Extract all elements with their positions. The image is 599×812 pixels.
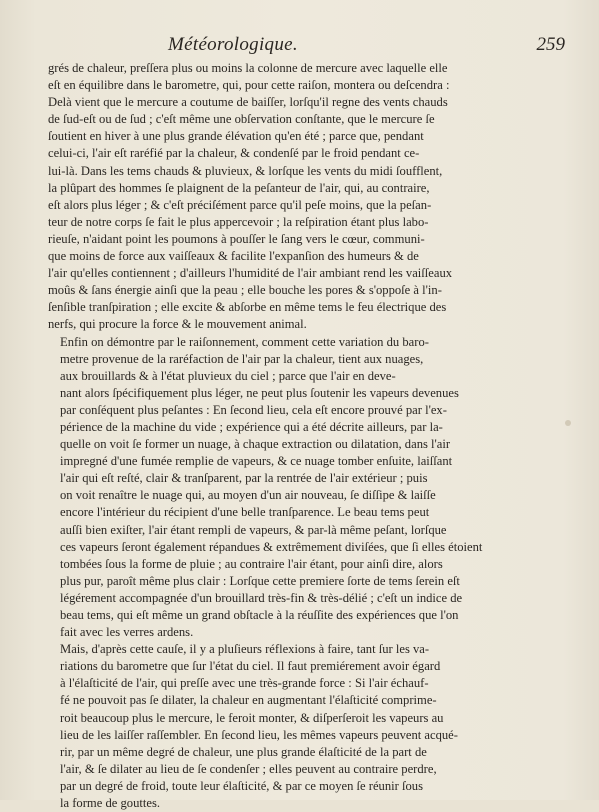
text-line: auſſi bien exiſter, l'air étant rempli de vapeurs, & par-là même peſant, lorſque (60, 522, 447, 537)
text-line: fé ne pouvoit pas ſe dilater, la chaleur en augmentant l'élaſticité comprime- (60, 693, 437, 708)
text-line: eſt alors plus léger ; & c'eſt préciſément parce qu'il peſe moins, que la peſan- (48, 197, 432, 212)
text-line: encore l'intérieur du récipient d'une belle tranſparence. Le beau tems peut (60, 505, 430, 520)
text-line: roit beaucoup plus le mercure, le feroit monter, & diſperſeroit les vapeurs au (60, 710, 444, 725)
text-line: l'air qu'elles contiennent ; d'ailleurs l'humidité de l'air ambiant rend les vaiſſeaux (48, 266, 453, 281)
paper-stain (565, 420, 571, 426)
text-line: lieu de les laiſſer raſſembler. En ſecond lieu, les mêmes vapeurs peuvent acqué- (60, 727, 458, 742)
text-line: rir, par un même degré de chaleur, une plus grande élaſticité de la part de (60, 744, 427, 759)
text-line: eſt en équilibre dans le barometre, qui, pour cette raiſon, montera ou deſcendra : (48, 78, 450, 93)
text-line: fait avec les verres ardens. (60, 625, 194, 640)
text-line: périence de la machine du vide ; expérience qui a été décrite ailleurs, par la- (60, 419, 443, 434)
text-line: beau tems, qui eſt même un grand obſtacle à la réuſſite des expériences que l'on (60, 608, 459, 622)
text-line: lui-là. Dans les tems chauds & pluvieux, & lorſque les vents du midi ſoufflent, (48, 163, 443, 178)
running-title: Météorologique. (168, 34, 298, 55)
text-line: par un degré de froid, toute leur élaſticité, & par ce moyen ſe réunir ſous (60, 778, 423, 793)
text-line: Delà vient que le mercure a coutume de baiſſer, lorſqu'il regne des vents chauds (48, 95, 448, 110)
text-line: celui-ci, l'air eſt raréfié par la chaleur, & condenſé par le froid pendant ce- (48, 146, 420, 161)
paragraph-1 (48, 60, 570, 334)
text-line: à l'élaſticité de l'air, qui preſſe avec une très-grande force : Si l'air échauf- (60, 676, 429, 691)
text-line: nerfs, qui procure la force & le mouvement animal. (48, 317, 307, 332)
text-line: nant alors ſpécifiquement plus léger, ne peut plus ſoutenir les vapeurs devenues (60, 385, 459, 400)
text-line: teur de notre corps ſe fait le plus appercevoir ; la reſpiration étant plus labo- (48, 214, 429, 229)
text-line: l'air qui eſt reſté, clair & tranſparent, par la rentrée de l'air extérieur ; puis (60, 471, 428, 486)
text-line: l'air, & ſe dilater au lieu de ſe condenſer ; elles peuvent au contraire perdre, (60, 761, 437, 776)
text-line: plus pur, paroît même plus clair : Lorſque cette premiere ſorte de tems ſerein eſt (60, 573, 460, 588)
text-line: ces vapeurs ſeront également répandues & extrêmement diviſées, que ſi elles étoient (60, 539, 483, 554)
text-line: aux brouillards & à l'état pluvieux du ciel ; parce que l'air en deve- (60, 368, 396, 383)
text-line: metre provenue de la raréfaction de l'air par la chaleur, tient aux nuages, (60, 351, 424, 366)
text-line: on voit renaître le nuage qui, au moyen d'un air nouveau, ſe diſſipe & laiſſe (60, 488, 436, 503)
paragraph-3 (48, 641, 570, 812)
text-line: riations du barometre que ſur l'état du ciel. Il faut premiérement avoir égard (60, 659, 441, 674)
page-header (48, 34, 567, 58)
text-line: Mais, d'après cette cauſe, il y a pluſieurs réflexions à faire, tant ſur les va- (60, 642, 430, 657)
page-number: 259 (536, 34, 565, 55)
text-line: la forme de gouttes. (60, 796, 161, 811)
text-line: ſoutient en hiver à une plus grande élévation qu'en été ; parce que, pendant (48, 129, 424, 144)
text-line: rieuſe, n'aidant point les poumons à pouſſer le ſang vers le cœur, communi- (48, 231, 425, 246)
text-line: grés de chaleur, preſſera plus ou moins la colonne de mercure avec laquelle elle (48, 61, 448, 75)
text-line: quelle on voit ſe former un nuage, à chaque extraction ou dilatation, dans l'air (60, 437, 451, 452)
paragraph-2 (48, 334, 570, 642)
body-text (48, 60, 570, 812)
text-line: tombées ſous la forme de pluie ; au contraire l'air étant, pour ainſi dire, alors (60, 556, 443, 571)
text-line: légérement accompagnée d'un brouillard très-fin & très-délié ; c'eſt un indice de (60, 590, 463, 605)
text-line: impregné d'une fumée remplie de vapeurs, & ce nuage tomber enſuite, laiſſant (60, 454, 453, 469)
text-line: par conſéquent plus peſantes : En ſecond lieu, cela eſt encore prouvé par l'ex- (60, 402, 447, 417)
text-line: Enfin on démontre par le raiſonnement, comment cette variation du baro- (60, 334, 429, 349)
text-line: de ſud-eſt ou de ſud ; c'eſt même une obſervation conſtante, que le mercure ſe (48, 112, 435, 127)
text-line: que moins de force aux vaiſſeaux & facilite l'expanſion des humeurs & de (48, 249, 419, 264)
text-line: moûs & ſans énergie ainſi que la peau ; elle bouche les pores & s'oppoſe à l'in- (48, 283, 442, 298)
text-line: ſenſible tranſpiration ; elle excite & abſorbe en même tems le feu électrique des (48, 300, 447, 315)
text-line: la plûpart des hommes ſe plaignent de la peſanteur de l'air, qui, au contraire, (48, 180, 430, 195)
